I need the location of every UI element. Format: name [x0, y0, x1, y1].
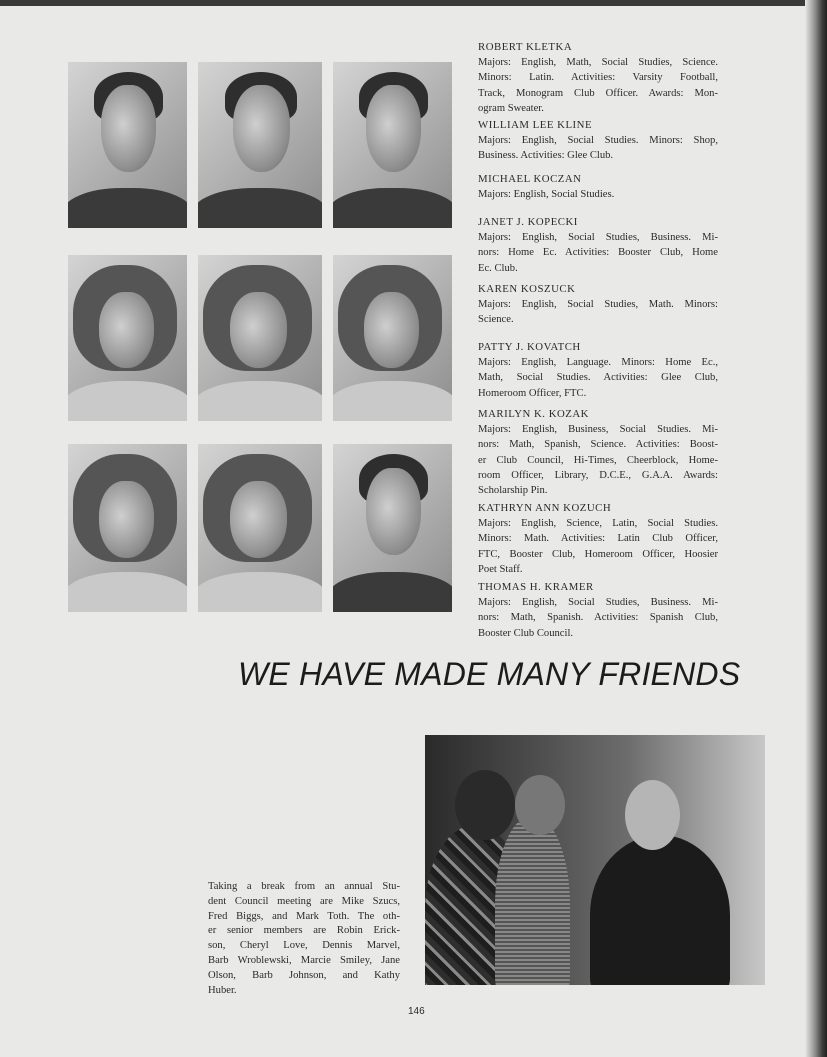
bio-text-line: Booster Club Council. [478, 627, 574, 639]
senior-portrait [333, 444, 452, 612]
bio-text-line: nors: Math, Spanish, Science. Activities: Boost- [478, 439, 718, 451]
student-name: MARILYN K. KOZAK [478, 408, 589, 420]
bio-text-line: nors: Home Ec. Activities: Booster Club, Home [478, 247, 718, 259]
photo-caption [208, 880, 400, 998]
bio-entry [478, 40, 718, 116]
bio-text-line: room Officer, Library, D.C.E., G.A.A. Awards: [478, 469, 718, 481]
caption-line: son, Cheryl Love, Dennis Marvel, [208, 940, 400, 952]
student-name: THOMAS H. KRAMER [478, 581, 594, 593]
senior-portrait [198, 255, 322, 421]
caption-line: Fred Biggs, and Mark Toth. The oth- [208, 910, 400, 922]
bio-text-line: er Club Council, Hi-Times, Cheerblock, Home- [478, 454, 718, 466]
bio-text-line: Majors: English, Social Studies, Math. Minors: [478, 299, 718, 311]
bio-entry [478, 580, 718, 641]
section-headline: WE HAVE MADE MANY FRIENDS [238, 656, 741, 692]
student-name: KAREN KOSZUCK [478, 283, 576, 295]
bio-text-line: Business. Activities: Glee Club. [478, 150, 614, 162]
bio-text-line: Poet Staff. [478, 563, 523, 575]
bio-text-line: Homeroom Officer, FTC. [478, 387, 587, 399]
student-name: MICHAEL KOCZAN [478, 173, 582, 185]
senior-portrait [198, 62, 322, 228]
bio-text-line: Science. [478, 314, 514, 326]
bio-entry [478, 118, 718, 164]
page-number: 146 [408, 1006, 425, 1017]
bio-entry [478, 282, 718, 328]
caption-line: Taking a break from an annual Stu- [208, 881, 400, 892]
bio-text-line: Majors: English, Science, Latin, Social Studies. [478, 518, 718, 530]
bio-entry [478, 501, 718, 577]
bio-text-line: Minors: Math. Activities: Latin Club Officer, [478, 533, 718, 545]
caption-line: Huber. [208, 984, 237, 996]
student-name: WILLIAM LEE KLINE [478, 119, 593, 131]
bio-text-line: FTC, Booster Club, Homeroom Officer, Hoosier [478, 548, 718, 560]
senior-portrait [68, 62, 187, 228]
student-name: JANET J. KOPECKI [478, 216, 578, 228]
senior-portrait [333, 62, 452, 228]
senior-portrait [68, 444, 187, 612]
senior-portrait [198, 444, 322, 612]
student-name: ROBERT KLETKA [478, 41, 573, 53]
caption-line: Barb Wroblewski, Marcie Smiley, Jane [208, 954, 400, 966]
senior-portrait [333, 255, 452, 421]
caption-line: Olson, Barb Johnson, and Kathy [208, 969, 400, 981]
bio-text-line: Math, Social Studies. Activities: Glee Club, [478, 372, 718, 384]
student-council-photo [425, 735, 765, 985]
bio-entry [478, 340, 718, 401]
caption-line: dent Council meeting are Mike Szucs, [208, 895, 400, 907]
bio-text-line: Ec. Club. [478, 262, 518, 274]
bio-entry [478, 172, 718, 202]
senior-portrait [68, 255, 187, 421]
bio-text-line: Scholarship Pin. [478, 485, 548, 497]
bio-text-line: Majors: English, Social Studies, Business. Mi- [478, 232, 718, 244]
page-top-edge [0, 0, 827, 6]
bio-text-line: Minors: Latin. Activities: Varsity Football, [478, 72, 718, 84]
bio-text-line: nors: Math, Spanish. Activities: Spanish Club, [478, 612, 718, 624]
bio-text-line: ogram Sweater. [478, 102, 544, 114]
caption-line: er senior members are Robin Erick- [208, 925, 400, 937]
bio-text-line: Majors: English, Social Studies. [478, 189, 615, 201]
bio-entry [478, 215, 718, 276]
bio-text-line: Majors: English, Social Studies, Business. Mi- [478, 597, 718, 609]
binding-gutter [805, 0, 827, 1057]
bio-text-line: Majors: English, Business, Social Studies. Mi- [478, 424, 718, 436]
student-name: PATTY J. KOVATCH [478, 341, 581, 353]
bio-text-line: Majors: English, Language. Minors: Home Ec., [478, 357, 718, 369]
bio-text-line: Majors: English, Math, Social Studies, Science. [478, 57, 718, 69]
student-name: KATHRYN ANN KOZUCH [478, 502, 612, 514]
bio-text-line: Track, Monogram Club Officer. Awards: Mon- [478, 87, 718, 99]
bio-text-line: Majors: English, Social Studies. Minors: Shop, [478, 135, 718, 147]
bio-entry [478, 407, 718, 498]
